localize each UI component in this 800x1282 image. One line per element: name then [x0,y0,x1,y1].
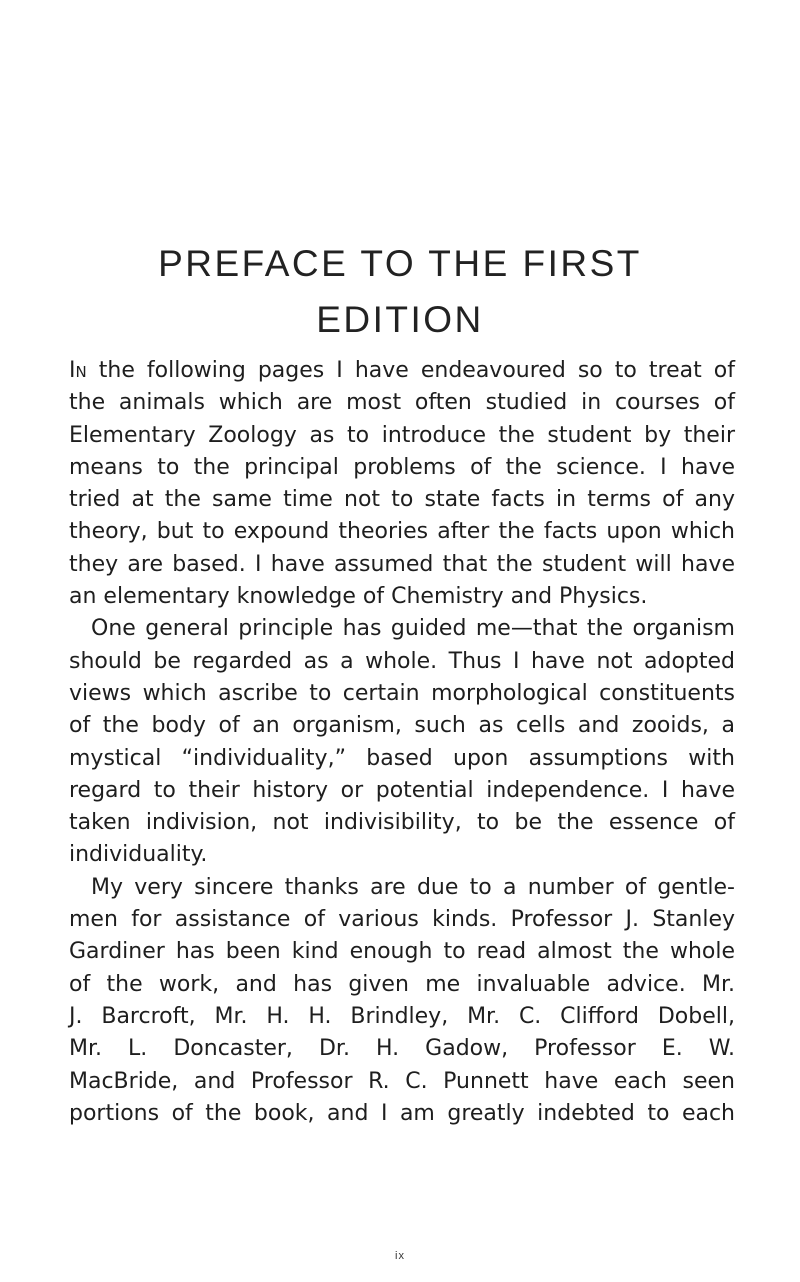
text-line: Mr. L. Doncaster, Dr. H. Gadow, Professor E. W. [69,1036,735,1062]
paragraph-2 [69,613,735,871]
chapter-title-line-2: EDITION [316,299,484,340]
text-run: the following pages I have endeavoured so to treat of [86,358,735,383]
text-line: J. Barcroft, Mr. H. H. Brindley, Mr. C. Clifford Dobell, [69,1003,735,1029]
text-line: mystical “individuality,” based upon assumptions with [69,745,735,771]
text-line: Gardiner has been kind enough to read almost the whole [69,939,735,965]
text-line: theory, but to expound theories after the facts upon which [69,519,735,545]
text-line: should be regarded as a whole. Thus I have not adopted [69,648,735,674]
text-line: they are based. I have assumed that the student will have [69,551,735,577]
text-line: taken indivision, not indivisibility, to be the essence of [69,810,735,836]
text-line: the animals which are most often studied in courses of [69,390,735,416]
text-line: means to the principal problems of the science. I have [69,454,735,480]
page-number: ix [395,1250,405,1262]
preface-body [69,355,735,1130]
text-line: regard to their history or potential independence. I have [69,777,735,803]
text-line: Elementary Zoology as to introduce the student by their [69,422,735,448]
text-line: men for assistance of various kinds. Professor J. Stanley [69,907,735,933]
text-line: views which ascribe to certain morphological constituents [69,680,735,706]
paragraph-3 [69,872,735,1130]
text-line: portions of the book, and I am greatly indebted to each [69,1100,735,1126]
text-line: of the body of an organism, such as cells and zooids, a [69,713,735,739]
text-line: One general principle has guided me—that the organism [91,616,735,642]
text-line: of the work, and has given me invaluable advice. Mr. [69,971,735,997]
chapter-title-line-1: PREFACE TO THE FIRST [158,243,642,284]
text-line [69,355,735,387]
opening-word: In [69,358,87,383]
text-line: MacBride, and Professor R. C. Punnett have each seen [69,1068,735,1094]
chapter-title [0,236,800,348]
text-line: an elementary knowledge of Chemistry and Physics. [69,584,648,610]
text-line: individuality. [69,842,208,868]
text-line: tried at the same time not to state facts in terms of any [69,487,735,513]
paragraph-1 [69,355,735,613]
text-line: My very sincere thanks are due to a number of gentle- [91,874,735,900]
